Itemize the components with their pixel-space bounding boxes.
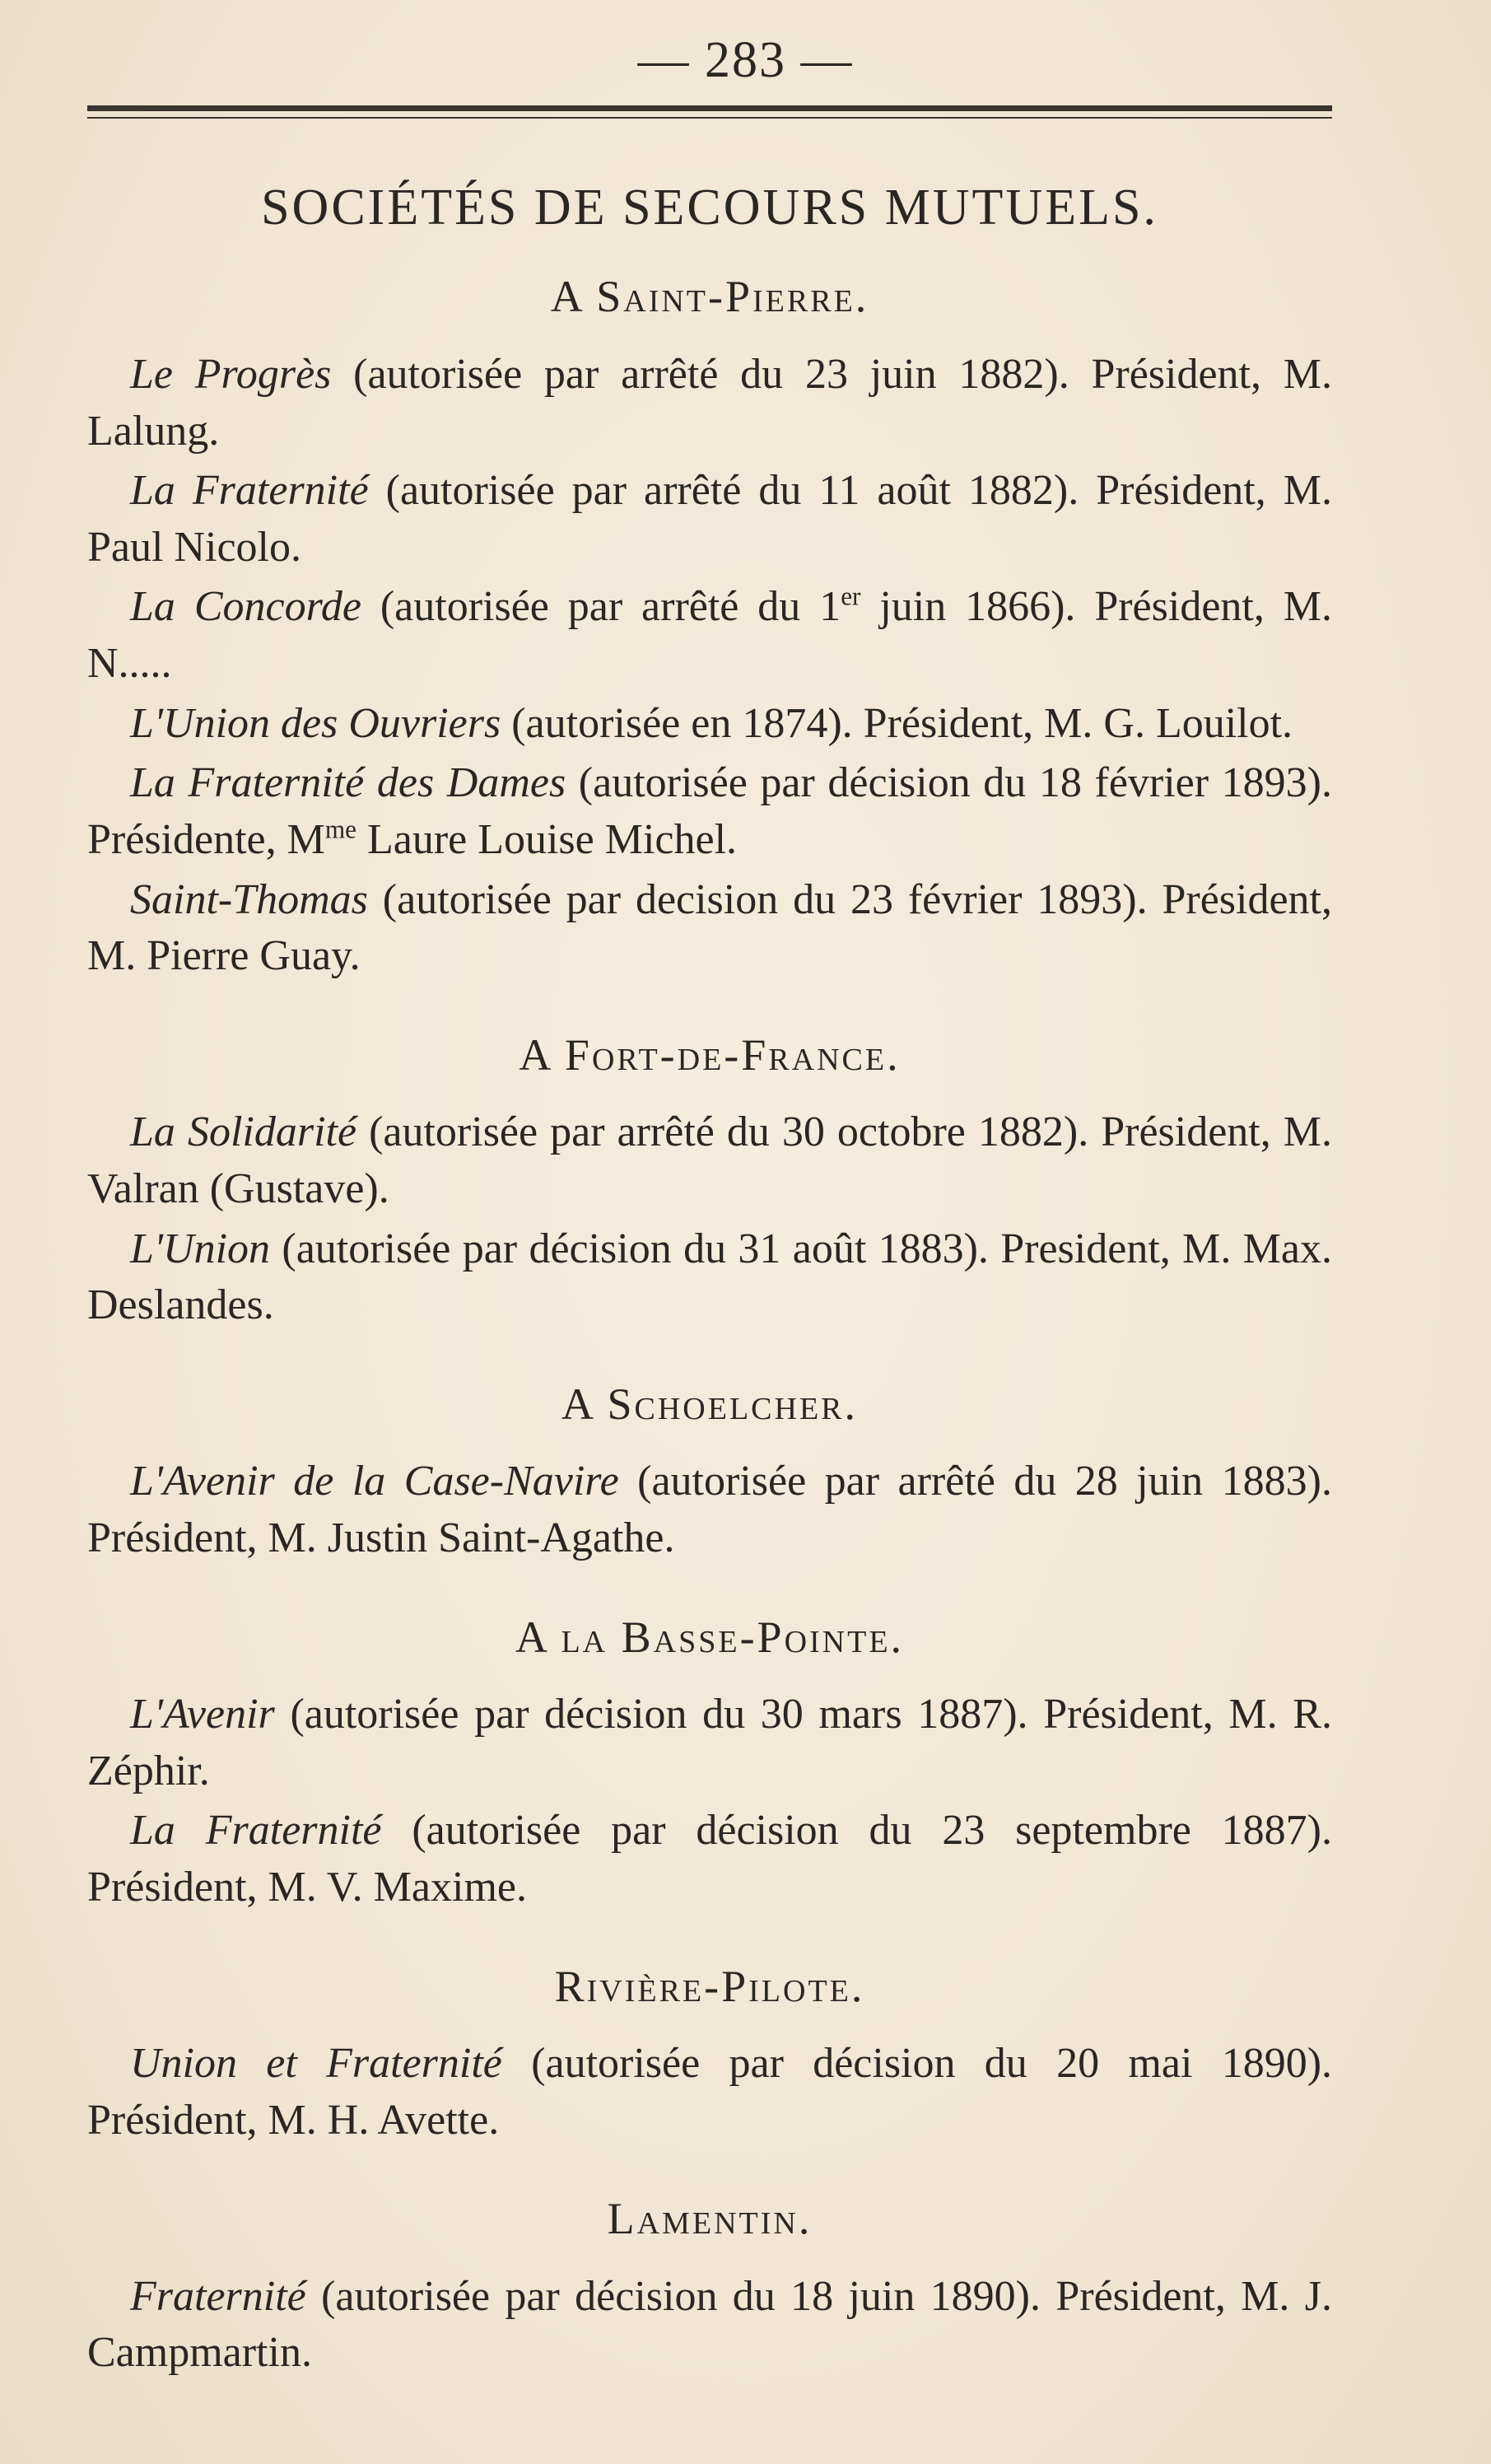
society-details: (autorisée par décision du 31 août 1883). President, M. Max. Deslandes. <box>87 1225 1332 1329</box>
society-details: (autorisée par décision du 18 février 1893). Présidente, $M^{me}$ Laure Louise Michel. <box>87 759 1332 863</box>
society-entry <box>87 1687 1332 1799</box>
society-entry <box>87 2036 1332 2149</box>
header-rule-thick <box>87 105 1332 111</box>
society-details: (autorisée par décision du 30 mars 1887). Président, M. R. Zéphir. <box>87 1691 1332 1794</box>
section-heading: A Fort-de-France. <box>519 1029 901 1080</box>
society-details: (autorisée par arrêté du 23 juin 1882). Président, M. Lalung. <box>87 350 1332 455</box>
header-rule-thin <box>87 117 1332 119</box>
society-name: L'Avenir <box>130 1691 275 1738</box>
society-name: La Fraternité <box>130 467 369 515</box>
society-details: (autorisée par arrêté du 11 août 1882). Président, M. Paul Nicolo. <box>87 467 1332 571</box>
section-heading: A la Basse-Pointe. <box>515 1612 905 1662</box>
society-name: La Fraternité des Dames <box>130 759 566 807</box>
section-heading: A Schoelcher. <box>561 1379 859 1429</box>
society-details: (autorisée en 1874). Président, M. G. Louilot. <box>501 699 1293 747</box>
section-fort-de-france <box>87 1028 1332 1334</box>
section-heading: Rivière-Pilote. <box>554 1961 865 2011</box>
society-entry <box>87 1454 1332 1566</box>
society-entry <box>87 696 1332 753</box>
society-details: (autorisée par décision du 23 septembre 1887). Président, M. V. Maxime. <box>87 1807 1332 1911</box>
society-entry <box>87 347 1332 460</box>
society-details: (autorisée par arrêté du 28 juin 1883). Président, M. Justin Saint-Agathe. <box>87 1458 1332 1561</box>
society-name: Le Progrès <box>130 350 332 398</box>
society-entry <box>87 1803 1332 1916</box>
section-schoelcher <box>87 1377 1332 1567</box>
society-name: L'Union <box>130 1225 271 1272</box>
society-name: L'Union des Ouvriers <box>130 699 501 747</box>
society-name: La Solidarité <box>130 1108 357 1156</box>
society-name: La Concorde <box>130 583 361 631</box>
society-name: La Fraternité <box>130 1807 382 1855</box>
society-entry <box>87 463 1332 576</box>
society-entry <box>87 872 1332 985</box>
society-name: L'Avenir de la Case-Navire <box>130 1458 619 1505</box>
society-details: (autorisée par arrêté du 1er juin 1866). Président, M. N..... <box>87 582 1332 688</box>
society-entry <box>87 579 1332 692</box>
society-entry <box>87 2269 1332 2382</box>
section-basse-pointe <box>87 1610 1332 1916</box>
section-riviere-pilote <box>87 1959 1332 2149</box>
society-name: Union et Fraternité <box>130 2040 502 2088</box>
page-number: — 283 — <box>637 32 854 88</box>
society-details: (autorisée par arrêté du 30 octobre 1882). Président, M. Valran (Gustave). <box>87 1108 1332 1212</box>
section-heading: A Saint-Pierre. <box>550 272 869 322</box>
section-lamentin <box>87 2191 1332 2382</box>
section-heading: Lamentin. <box>607 2194 813 2244</box>
page-content <box>87 177 1332 2424</box>
society-entry <box>87 1104 1332 1217</box>
society-details: (autorisée par decision du 23 février 1893). Président, M. Pierre Guay. <box>87 875 1332 980</box>
society-name: Fraternité <box>130 2272 306 2320</box>
page-title: SOCIÉTÉS DE SECOURS MUTUELS. <box>261 180 1158 236</box>
society-entry <box>87 755 1332 868</box>
society-entry <box>87 1221 1332 1334</box>
society-name: Saint-Thomas <box>130 875 368 923</box>
section-saint-pierre <box>87 269 1332 984</box>
society-details: (autorisée par décision du 18 juin 1890). Président, M. J. Campmartin. <box>87 2272 1332 2377</box>
society-details: (autorisée par décision du 20 mai 1890). Président, M. H. Avette. <box>87 2040 1333 2144</box>
